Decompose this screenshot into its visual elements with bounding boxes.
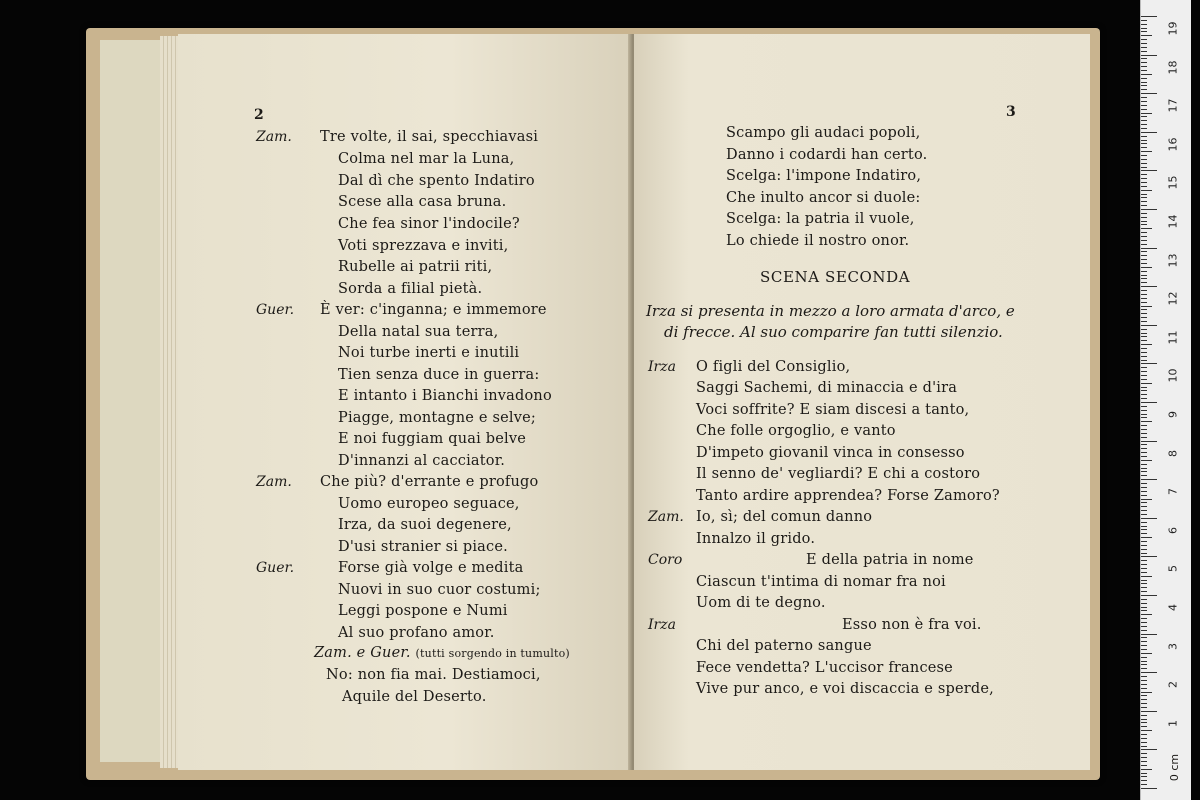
ruler-number: 8 bbox=[1166, 449, 1180, 457]
measurement-ruler bbox=[1140, 0, 1191, 800]
verse-line: Lo chiede il nostro onor. bbox=[726, 233, 910, 249]
ruler-tick bbox=[1141, 209, 1157, 210]
ruler-tick bbox=[1141, 545, 1147, 546]
ruler-tick bbox=[1141, 39, 1147, 40]
ruler-tick bbox=[1141, 417, 1147, 418]
ruler-tick bbox=[1141, 607, 1147, 608]
ruler-tick bbox=[1141, 190, 1152, 191]
ruler-tick bbox=[1141, 255, 1147, 256]
verse-line: D'usi stranier si piace. bbox=[338, 539, 508, 555]
ruler-tick bbox=[1141, 16, 1157, 17]
left-page bbox=[178, 34, 630, 770]
verse-line: Voci soffrite? E siam discesi a tanto, bbox=[696, 402, 970, 418]
ruler-tick bbox=[1141, 448, 1147, 449]
ruler-tick bbox=[1141, 742, 1147, 743]
ruler-tick bbox=[1141, 159, 1147, 160]
ruler-tick bbox=[1141, 506, 1147, 507]
ruler-tick bbox=[1141, 93, 1157, 94]
ruler-tick bbox=[1141, 267, 1152, 268]
ruler-number: 13 bbox=[1166, 253, 1180, 268]
ruler-tick bbox=[1141, 232, 1147, 233]
verse-line: Che inulto ancor si duole: bbox=[726, 190, 921, 206]
ruler-tick bbox=[1141, 344, 1152, 345]
verse-line: Voti sprezzava e inviti, bbox=[338, 238, 509, 254]
ruler-tick bbox=[1141, 336, 1147, 337]
ruler-number: 12 bbox=[1166, 291, 1180, 306]
speaker-label: Guer. bbox=[256, 302, 295, 318]
ruler-tick bbox=[1141, 703, 1147, 704]
ruler-tick bbox=[1141, 402, 1157, 403]
ruler-tick bbox=[1141, 757, 1147, 758]
ruler-tick bbox=[1141, 456, 1147, 457]
ruler-tick bbox=[1141, 452, 1147, 453]
ruler-number: 17 bbox=[1166, 98, 1180, 113]
verse-line: Fece vendetta? L'uccisor francese bbox=[696, 660, 953, 676]
ruler-tick bbox=[1141, 340, 1147, 341]
ruler-tick bbox=[1141, 363, 1157, 364]
ruler-tick bbox=[1141, 518, 1157, 519]
ruler-tick bbox=[1141, 317, 1147, 318]
ruler-tick bbox=[1141, 676, 1147, 677]
ruler-tick bbox=[1141, 672, 1157, 673]
verse-line: Noi turbe inerti e inutili bbox=[338, 345, 520, 361]
ruler-tick bbox=[1141, 560, 1147, 561]
ruler-tick bbox=[1141, 313, 1147, 314]
ruler-tick bbox=[1141, 116, 1147, 117]
ruler-number: 14 bbox=[1166, 214, 1180, 229]
verse-line: Scelga: l'impone Indatiro, bbox=[726, 168, 922, 184]
ruler-tick bbox=[1141, 610, 1147, 611]
ruler-tick bbox=[1141, 143, 1147, 144]
verse-line: Dal dì che spento Indatiro bbox=[338, 173, 535, 189]
ruler-tick bbox=[1141, 62, 1147, 63]
ruler-tick bbox=[1141, 217, 1147, 218]
verse-line: Sorda a filial pietà. bbox=[338, 281, 483, 297]
ruler-tick bbox=[1141, 228, 1152, 229]
stage-direction: Irza si presenta in mezzo a loro armata d'arco, e bbox=[646, 302, 1015, 320]
verse-line: D'innanzi al cacciator. bbox=[338, 453, 506, 469]
ruler-tick bbox=[1141, 746, 1147, 747]
ruler-tick bbox=[1141, 174, 1147, 175]
ruler-tick bbox=[1141, 248, 1157, 249]
ruler-number: 5 bbox=[1166, 565, 1180, 573]
ruler-tick bbox=[1141, 290, 1147, 291]
ruler-tick bbox=[1141, 82, 1147, 83]
page-number-right: 3 bbox=[1006, 104, 1016, 120]
ruler-tick bbox=[1141, 182, 1147, 183]
ruler-tick bbox=[1141, 537, 1152, 538]
ruler-tick bbox=[1141, 719, 1147, 720]
ruler-tick bbox=[1141, 298, 1147, 299]
ruler-tick bbox=[1141, 124, 1147, 125]
verse-line: E noi fuggiam quai belve bbox=[338, 431, 527, 447]
ruler-tick bbox=[1141, 35, 1152, 36]
ruler-tick bbox=[1141, 634, 1157, 635]
verse-line: Che folle orgoglio, e vanto bbox=[696, 423, 896, 439]
ruler-tick bbox=[1141, 294, 1147, 295]
ruler-tick bbox=[1141, 688, 1147, 689]
ruler-tick bbox=[1141, 89, 1147, 90]
ruler-tick bbox=[1141, 329, 1147, 330]
ruler-tick bbox=[1141, 421, 1152, 422]
ruler-tick bbox=[1141, 406, 1147, 407]
verse-line: Che fea sinor l'indocile? bbox=[338, 216, 520, 232]
ruler-tick bbox=[1141, 479, 1157, 480]
verse-line: Ciascun t'intima di nomar fra noi bbox=[696, 574, 946, 590]
ruler-tick bbox=[1141, 97, 1147, 98]
ruler-tick bbox=[1141, 128, 1147, 129]
ruler-tick bbox=[1141, 282, 1147, 283]
speaker-label: Irza bbox=[648, 359, 676, 375]
ruler-tick bbox=[1141, 394, 1147, 395]
ruler-tick bbox=[1141, 468, 1147, 469]
ruler-tick bbox=[1141, 649, 1147, 650]
joint-speakers: Zam. e Guer. bbox=[314, 645, 411, 661]
ruler-tick bbox=[1141, 460, 1152, 461]
ruler-tick bbox=[1141, 657, 1147, 658]
verse-line: Tien senza duce in guerra: bbox=[338, 367, 540, 383]
page-number-left: 2 bbox=[254, 107, 264, 123]
verse-line: Il senno de' vegliardi? E chi a costoro bbox=[696, 466, 981, 482]
ruler-tick bbox=[1141, 541, 1147, 542]
ruler-tick bbox=[1141, 306, 1152, 307]
ruler-tick bbox=[1141, 622, 1147, 623]
ruler-tick bbox=[1141, 773, 1147, 774]
ruler-number: 15 bbox=[1166, 175, 1180, 190]
ruler-tick bbox=[1141, 475, 1147, 476]
ruler-tick bbox=[1141, 170, 1157, 171]
ruler-tick bbox=[1141, 113, 1152, 114]
ruler-tick bbox=[1141, 371, 1147, 372]
ruler-tick bbox=[1141, 769, 1152, 770]
ruler-tick bbox=[1141, 603, 1147, 604]
ruler-tick bbox=[1141, 356, 1147, 357]
ruler-tick bbox=[1141, 205, 1147, 206]
ruler-tick bbox=[1141, 441, 1157, 442]
ruler-tick bbox=[1141, 398, 1147, 399]
ruler-tick bbox=[1141, 730, 1152, 731]
verse-line: E intanto i Bianchi invadono bbox=[338, 388, 552, 404]
ruler-tick bbox=[1141, 433, 1147, 434]
verse-line: Forse già volge e medita bbox=[338, 560, 524, 576]
ruler-number: 1 bbox=[1166, 719, 1180, 727]
ruler-tick bbox=[1141, 637, 1147, 638]
ruler-tick bbox=[1141, 502, 1147, 503]
ruler-tick bbox=[1141, 120, 1147, 121]
ruler-tick bbox=[1141, 614, 1152, 615]
ruler-tick bbox=[1141, 699, 1147, 700]
verse-line: Scampo gli audaci popoli, bbox=[726, 125, 921, 141]
ruler-tick bbox=[1141, 526, 1147, 527]
ruler-number: 10 bbox=[1166, 368, 1180, 383]
ruler-tick bbox=[1141, 43, 1147, 44]
ruler-tick bbox=[1141, 510, 1147, 511]
ruler-tick bbox=[1141, 360, 1147, 361]
ruler-tick bbox=[1141, 201, 1147, 202]
ruler-tick bbox=[1141, 194, 1147, 195]
ruler-tick bbox=[1141, 572, 1147, 573]
speaker-label: Zam. bbox=[256, 474, 292, 490]
ruler-tick bbox=[1141, 529, 1147, 530]
ruler-tick bbox=[1141, 24, 1147, 25]
ruler-tick bbox=[1141, 595, 1157, 596]
speaker-label: Irza bbox=[648, 617, 676, 633]
ruler-tick bbox=[1141, 715, 1147, 716]
ruler-tick bbox=[1141, 85, 1147, 86]
scene-heading: SCENA SECONDA bbox=[760, 268, 911, 286]
speaker-label: Coro bbox=[648, 552, 683, 568]
ruler-tick bbox=[1141, 55, 1157, 56]
ruler-tick bbox=[1141, 429, 1147, 430]
ruler-tick bbox=[1141, 444, 1147, 445]
ruler-tick bbox=[1141, 302, 1147, 303]
ruler-tick bbox=[1141, 379, 1147, 380]
ruler-tick bbox=[1141, 58, 1147, 59]
ruler-tick bbox=[1141, 695, 1147, 696]
ruler-tick bbox=[1141, 564, 1147, 565]
speaker-label: Zam. bbox=[648, 509, 684, 525]
ruler-tick bbox=[1141, 630, 1147, 631]
ruler-tick bbox=[1141, 221, 1147, 222]
ruler-tick bbox=[1141, 522, 1147, 523]
ruler-number: 19 bbox=[1166, 21, 1180, 36]
ruler-unit: 0 cm bbox=[1168, 753, 1182, 782]
verse-line: Innalzo il grido. bbox=[696, 531, 816, 547]
ruler-tick bbox=[1141, 74, 1152, 75]
verse-line: Leggi pospone e Numi bbox=[338, 603, 508, 619]
ruler-tick bbox=[1141, 583, 1147, 584]
verse-line: Esso non è fra voi. bbox=[842, 617, 982, 633]
ruler-tick bbox=[1141, 213, 1147, 214]
ruler-number: 11 bbox=[1166, 330, 1180, 345]
ruler-tick bbox=[1141, 491, 1147, 492]
ruler-tick bbox=[1141, 259, 1147, 260]
ruler-tick bbox=[1141, 47, 1147, 48]
ruler-tick bbox=[1141, 580, 1147, 581]
ruler-tick bbox=[1141, 761, 1147, 762]
ruler-number: 16 bbox=[1166, 137, 1180, 152]
ruler-tick bbox=[1141, 352, 1147, 353]
ruler-tick bbox=[1141, 776, 1147, 777]
ruler-tick bbox=[1141, 487, 1147, 488]
ruler-tick bbox=[1141, 151, 1152, 152]
ruler-tick bbox=[1141, 197, 1147, 198]
verse-line: E della patria in nome bbox=[806, 552, 974, 568]
ruler-tick bbox=[1141, 471, 1147, 472]
ruler-tick bbox=[1141, 147, 1147, 148]
ruler-tick bbox=[1141, 186, 1147, 187]
verse-line: Nuovi in suo cuor costumi; bbox=[338, 582, 541, 598]
ruler-tick bbox=[1141, 626, 1147, 627]
ruler-tick bbox=[1141, 414, 1147, 415]
ruler-tick bbox=[1141, 271, 1147, 272]
ruler-tick bbox=[1141, 136, 1147, 137]
joint-speaker-line bbox=[314, 646, 570, 661]
ruler-tick bbox=[1141, 78, 1147, 79]
ruler-tick bbox=[1141, 321, 1147, 322]
ruler-tick bbox=[1141, 780, 1147, 781]
stage-direction: di frecce. Al suo comparire fan tutti silenzio. bbox=[664, 323, 1003, 341]
verse-line: O figli del Consiglio, bbox=[696, 359, 851, 375]
verse-line: Tre volte, il sai, specchiavasi bbox=[320, 129, 539, 145]
ruler-tick bbox=[1141, 591, 1147, 592]
ruler-tick bbox=[1141, 765, 1147, 766]
stage-direction: (tutti sorgendo in tumulto) bbox=[415, 647, 570, 660]
ruler-tick bbox=[1141, 140, 1147, 141]
ruler-tick bbox=[1141, 680, 1147, 681]
ruler-tick bbox=[1141, 325, 1157, 326]
ruler-tick bbox=[1141, 375, 1147, 376]
ruler-tick bbox=[1141, 20, 1147, 21]
ruler-tick bbox=[1141, 641, 1147, 642]
ruler-tick bbox=[1141, 167, 1147, 168]
ruler-tick bbox=[1141, 132, 1157, 133]
verse-line: Scelga: la patria il vuole, bbox=[726, 211, 915, 227]
ruler-number: 6 bbox=[1166, 526, 1180, 534]
ruler-tick bbox=[1141, 464, 1147, 465]
verse-line: Saggi Sachemi, di minaccia e d'ira bbox=[696, 380, 958, 396]
ruler-tick bbox=[1141, 599, 1147, 600]
ruler-tick bbox=[1141, 275, 1147, 276]
ruler-tick bbox=[1141, 410, 1147, 411]
ruler-tick bbox=[1141, 726, 1147, 727]
ruler-tick bbox=[1141, 348, 1147, 349]
verse-line: Della natal sua terra, bbox=[338, 324, 499, 340]
ruler-tick bbox=[1141, 236, 1147, 237]
verse-line: Aquile del Deserto. bbox=[342, 689, 487, 705]
ruler-number: 7 bbox=[1166, 488, 1180, 496]
verse-line: Irza, da suoi degenere, bbox=[338, 517, 512, 533]
verse-line: Che più? d'errante e profugo bbox=[320, 474, 539, 490]
ruler-tick bbox=[1141, 390, 1147, 391]
ruler-tick bbox=[1141, 707, 1147, 708]
verse-line: Danno i codardi han certo. bbox=[726, 147, 928, 163]
ruler-tick bbox=[1141, 383, 1152, 384]
ruler-number: 3 bbox=[1166, 642, 1180, 650]
verse-line: Tanto ardire apprendea? Forse Zamoro? bbox=[696, 488, 1000, 504]
ruler-tick bbox=[1141, 753, 1147, 754]
ruler-tick bbox=[1141, 734, 1147, 735]
ruler-tick bbox=[1141, 367, 1147, 368]
ruler-tick bbox=[1141, 556, 1157, 557]
speaker-label: Guer. bbox=[256, 560, 295, 576]
ruler-tick bbox=[1141, 618, 1147, 619]
ruler-tick bbox=[1141, 553, 1147, 554]
ruler-number: 18 bbox=[1166, 60, 1180, 75]
ruler-tick bbox=[1141, 722, 1147, 723]
verse-line: È ver: c'inganna; e immemore bbox=[320, 302, 547, 318]
verse-line: Io, sì; del comun danno bbox=[696, 509, 873, 525]
ruler-tick bbox=[1141, 387, 1147, 388]
ruler-tick bbox=[1141, 499, 1152, 500]
ruler-tick bbox=[1141, 31, 1147, 32]
ruler-tick bbox=[1141, 263, 1147, 264]
ruler-tick bbox=[1141, 711, 1157, 712]
ruler-tick bbox=[1141, 495, 1147, 496]
ruler-tick bbox=[1141, 788, 1157, 789]
verse-line: Piagge, montagne e selve; bbox=[338, 410, 537, 426]
ruler-tick bbox=[1141, 533, 1147, 534]
ruler-number: 9 bbox=[1166, 411, 1180, 418]
ruler-tick bbox=[1141, 661, 1147, 662]
ruler-tick bbox=[1141, 576, 1152, 577]
ruler-number: 4 bbox=[1166, 604, 1180, 611]
ruler-tick bbox=[1141, 437, 1147, 438]
ruler-tick bbox=[1141, 109, 1147, 110]
ruler-tick bbox=[1141, 738, 1147, 739]
ruler-tick bbox=[1141, 66, 1147, 67]
ruler-tick bbox=[1141, 568, 1147, 569]
ruler-tick bbox=[1141, 645, 1147, 646]
ruler-tick bbox=[1141, 692, 1152, 693]
verse-line: Rubelle ai patrii riti, bbox=[338, 259, 493, 275]
speaker-label: Zam. bbox=[256, 129, 292, 145]
ruler-tick bbox=[1141, 51, 1147, 52]
ruler-tick bbox=[1141, 178, 1147, 179]
ruler-tick bbox=[1141, 28, 1147, 29]
ruler-tick bbox=[1141, 483, 1147, 484]
ruler-tick bbox=[1141, 749, 1157, 750]
verse-line: Uom di te degno. bbox=[696, 595, 826, 611]
verse-line: No: non fia mai. Destiamoci, bbox=[326, 667, 541, 683]
right-page bbox=[634, 34, 1090, 770]
ruler-tick bbox=[1141, 251, 1147, 252]
verse-line: Uomo europeo seguace, bbox=[338, 496, 520, 512]
ruler-tick bbox=[1141, 684, 1147, 685]
ruler-tick bbox=[1141, 333, 1147, 334]
verse-line: Colma nel mar la Luna, bbox=[338, 151, 515, 167]
ruler-tick bbox=[1141, 587, 1147, 588]
ruler-tick bbox=[1141, 514, 1147, 515]
ruler-tick bbox=[1141, 163, 1147, 164]
ruler-tick bbox=[1141, 653, 1152, 654]
verse-line: Scese alla casa bruna. bbox=[338, 194, 507, 210]
verse-line: Chi del paterno sangue bbox=[696, 638, 872, 654]
ruler-tick bbox=[1141, 425, 1147, 426]
ruler-tick bbox=[1141, 286, 1157, 287]
ruler-tick bbox=[1141, 101, 1147, 102]
ruler-tick bbox=[1141, 664, 1147, 665]
ruler-tick bbox=[1141, 278, 1147, 279]
verse-line: Vive pur anco, e voi discaccia e sperde, bbox=[696, 681, 994, 697]
ruler-tick bbox=[1141, 244, 1147, 245]
verse-line: Al suo profano amor. bbox=[338, 625, 495, 641]
ruler-number: 2 bbox=[1166, 681, 1180, 689]
ruler-tick bbox=[1141, 240, 1147, 241]
ruler-tick bbox=[1141, 549, 1147, 550]
ruler-tick bbox=[1141, 668, 1147, 669]
ruler-tick bbox=[1141, 105, 1147, 106]
ruler-tick bbox=[1141, 155, 1147, 156]
verse-line: D'impeto giovanil vinca in consesso bbox=[696, 445, 965, 461]
ruler-tick bbox=[1141, 784, 1147, 785]
ruler-tick bbox=[1141, 224, 1147, 225]
ruler-tick bbox=[1141, 309, 1147, 310]
ruler-tick bbox=[1141, 70, 1147, 71]
